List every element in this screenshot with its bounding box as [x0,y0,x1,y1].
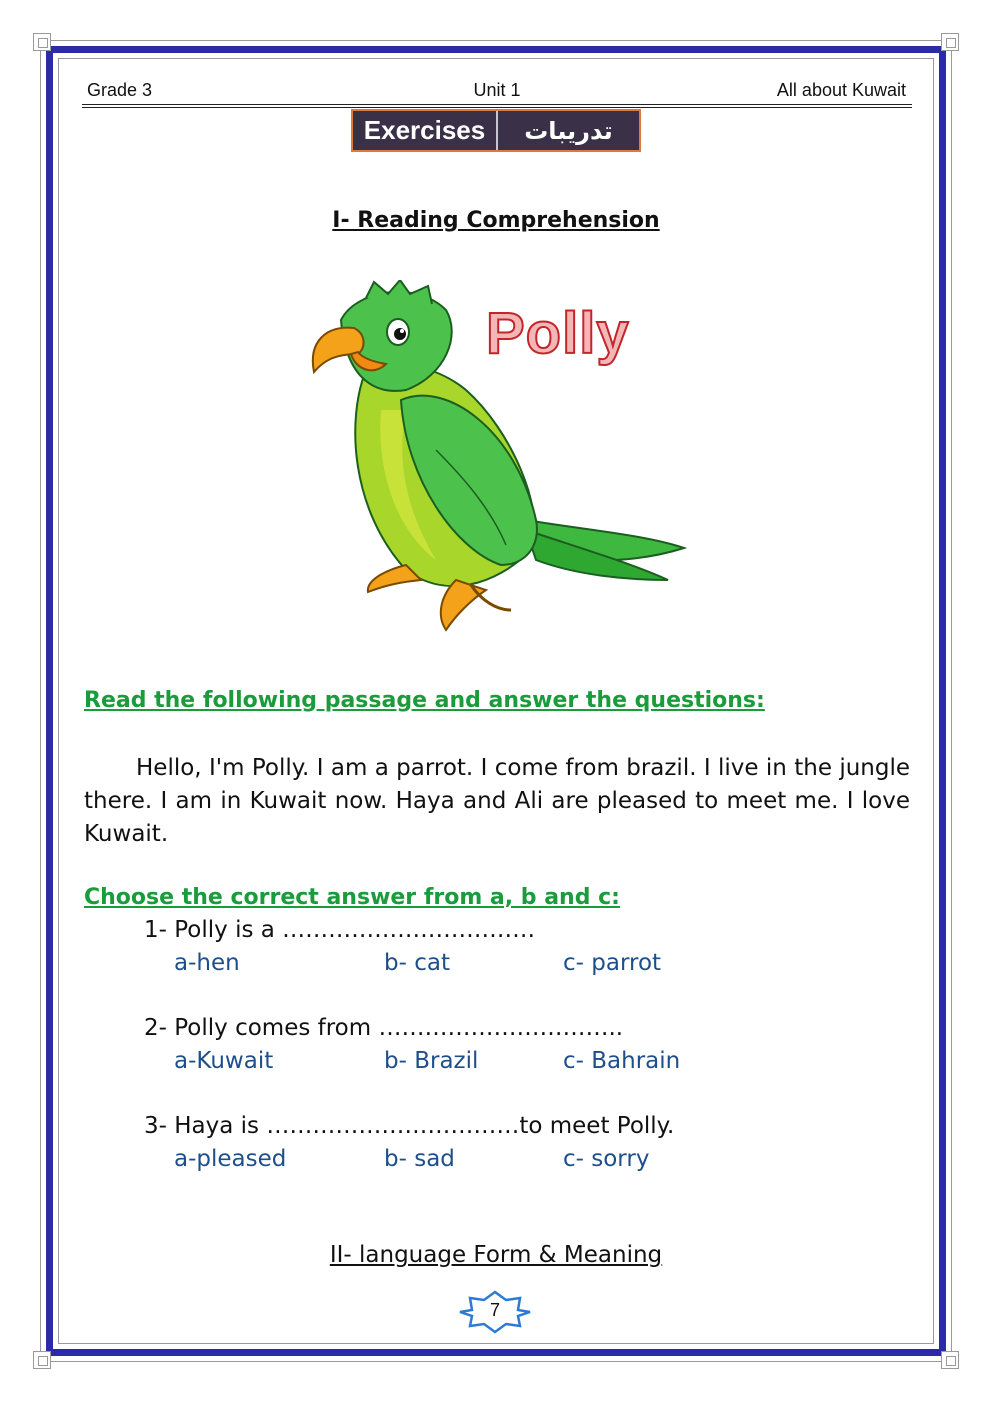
question-3-option-b[interactable]: b- sad [384,1146,455,1172]
question-3: 3- Haya is ……………………………to meet Polly. [144,1113,675,1139]
instruction-read: Read the following passage and answer the questions: [84,688,765,713]
border-corner-ornament [33,33,51,51]
header-grade: Grade 3 [87,80,153,100]
exercises-banner [351,109,641,152]
question-1-option-b[interactable]: b- cat [384,950,450,976]
header-divider [82,104,912,108]
question-1-option-a[interactable]: a-hen [174,950,240,976]
question-2-option-c[interactable]: c- Bahrain [563,1048,681,1074]
exercises-label-arabic: تدريبات [524,116,613,145]
border-corner-ornament [941,1351,959,1369]
question-1: 1- Polly is a …………………………… [144,917,536,943]
question-1-option-c[interactable]: c- parrot [563,950,662,976]
question-2-option-b[interactable]: b- Brazil [384,1048,479,1074]
picture-caption: Polly [486,301,630,366]
question-2: 2- Polly comes from ………………………….. [144,1015,624,1041]
page-number: 7 [489,1300,500,1320]
exercises-label-english: Exercises [353,111,498,150]
section-title-language: II- language Form & Meaning [329,1242,663,1268]
instruction-choose: Choose the correct answer from a, b and c: [84,885,620,910]
question-3-option-c[interactable]: c- sorry [563,1146,650,1172]
reading-passage: Hello, I'm Polly. I am a parrot. I come from brazil. I live in the jungle there. I am in Kuwait now. Haya and Ali are pleased to meet me. I love Kuwait. [84,755,910,847]
border-corner-ornament [33,1351,51,1369]
section-title-reading: I- Reading Comprehension [332,208,660,233]
page-header [82,78,912,104]
question-3-option-a[interactable]: a-pleased [174,1146,287,1172]
border-corner-ornament [941,33,959,51]
header-unit: Unit 1 [473,80,521,100]
header-topic: All about Kuwait [776,80,906,100]
question-2-option-a[interactable]: a-Kuwait [174,1048,274,1074]
